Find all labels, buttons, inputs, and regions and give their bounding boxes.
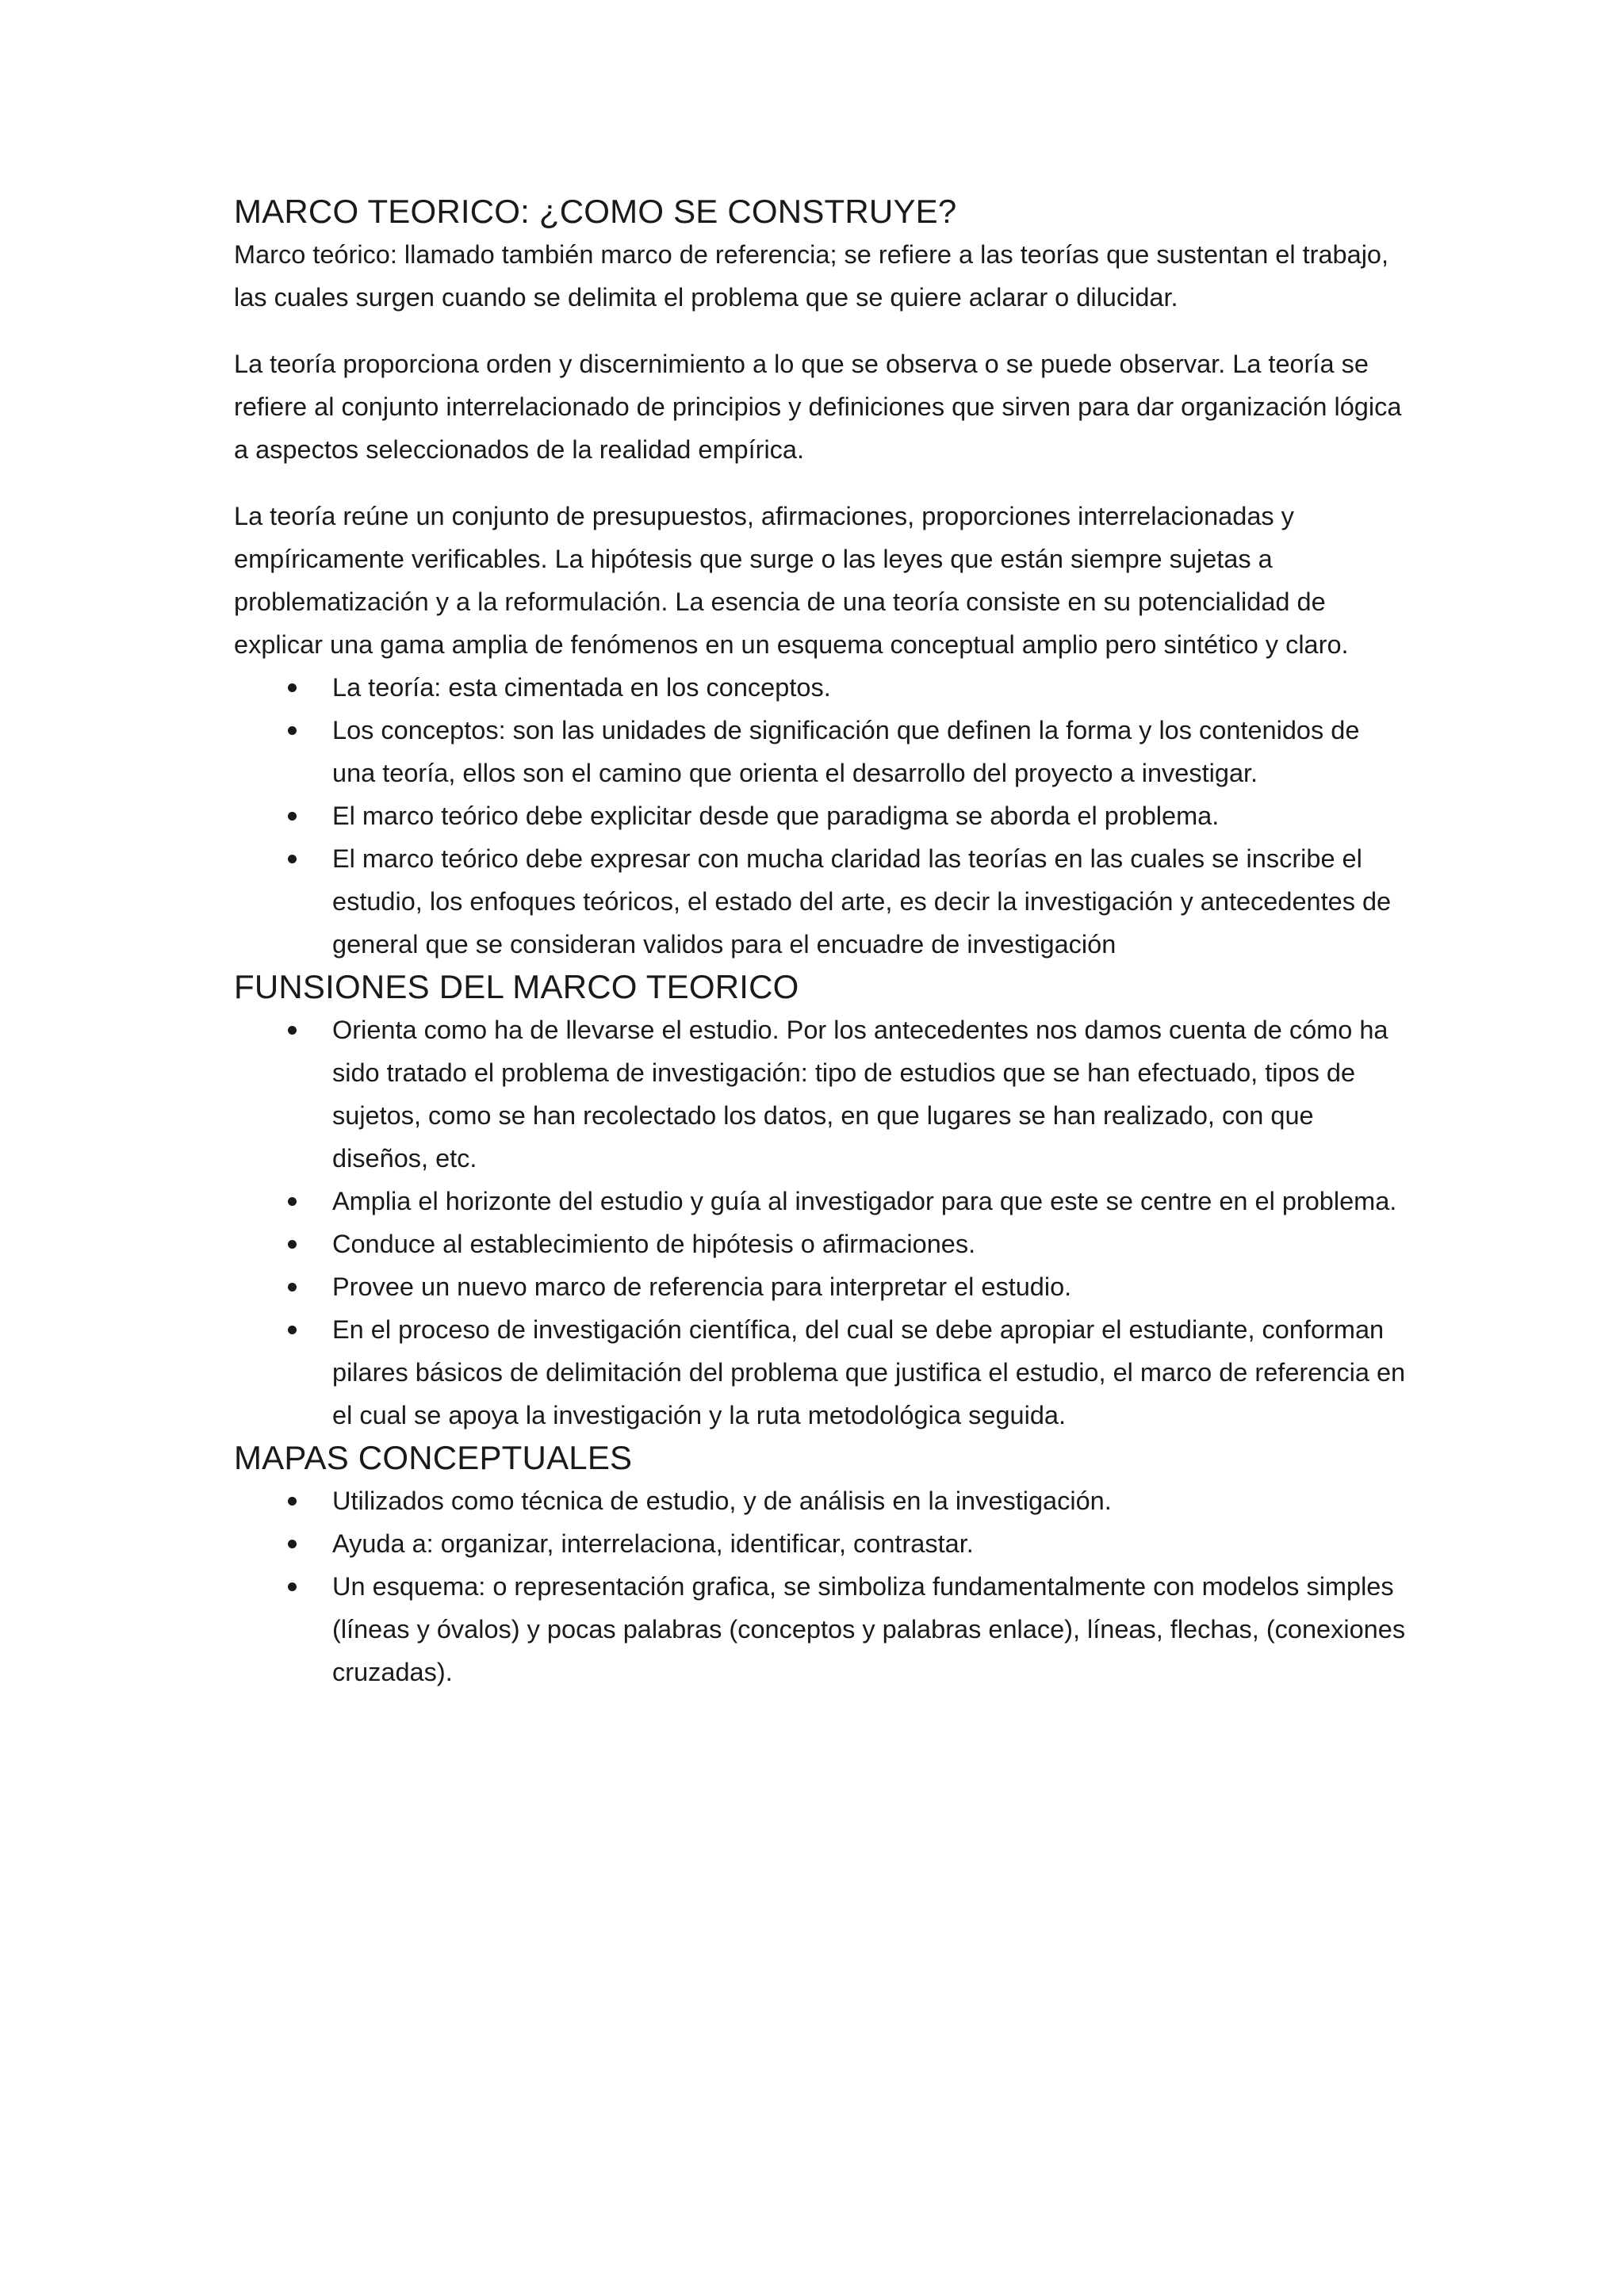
- bullet-icon: [288, 1326, 297, 1334]
- list-item: [234, 666, 1408, 709]
- list-item-text: El marco teórico debe expresar con mucha claridad las teorías en las cuales se inscribe el estudio, los enfoques teóricos, el estado del arte, es decir la investigación y antecedentes de general que se consideran validos para el encuadre de investigación: [332, 844, 1392, 959]
- section-title-marco-teorico: MARCO TEORICO: ¿COMO SE CONSTRUYE?: [234, 193, 957, 230]
- paragraph: Marco teórico: llamado también marco de referencia; se refiere a las teorías que sustentan el trabajo, las cuales surgen cuando se delimita el problema que se quiere aclarar o dilucidar.: [234, 240, 1389, 312]
- bullet-icon: [288, 855, 297, 863]
- bullet-icon: [288, 1283, 297, 1292]
- bullet-list-funciones: [234, 1008, 1408, 1437]
- list-item: [234, 1308, 1408, 1437]
- list-item-text: Conduce al establecimiento de hipótesis o afirmaciones.: [332, 1230, 976, 1258]
- list-item-text: Un esquema: o representación grafica, se simboliza fundamentalmente con modelos simples (líneas y óvalos) y pocas palabras (conceptos y palabras enlace), líneas, flechas, (conexiones cruzadas).: [332, 1572, 1406, 1686]
- section-title-mapas-conceptuales: MAPAS CONCEPTUALES: [234, 1439, 633, 1476]
- list-item: [234, 1008, 1408, 1180]
- list-item: [234, 1265, 1408, 1308]
- list-item: [234, 709, 1408, 794]
- paragraph: La teoría proporciona orden y discernimiento a lo que se observa o se puede observar. La teoría se refiere al conjunto interrelacionado de principios y definiciones que sirven para dar organización lógica a aspectos seleccionados de la realidad empírica.: [234, 350, 1402, 464]
- bullet-icon: [288, 812, 297, 821]
- bullet-icon: [288, 1240, 297, 1249]
- list-item: [234, 1522, 1408, 1565]
- list-item-text: Amplia el horizonte del estudio y guía al investigador para que este se centre en el problema.: [332, 1187, 1397, 1215]
- list-item-text: El marco teórico debe explicitar desde que paradigma se aborda el problema.: [332, 802, 1220, 830]
- list-item: [234, 1565, 1408, 1693]
- list-item-text: En el proceso de investigación científica, del cual se debe apropiar el estudiante, conforman pilares básicos de delimitación del problema que justifica el estudio, el marco de referencia en el cual se apoya la investigación y la ruta metodológica seguida.: [332, 1315, 1406, 1429]
- document-page: [234, 190, 1408, 1693]
- section-title-funciones: FUNSIONES DEL MARCO TEORICO: [234, 968, 799, 1005]
- list-item-text: Orienta como ha de llevarse el estudio. Por los antecedentes nos damos cuenta de cómo ha sido tratado el problema de investigación: tipo de estudios que se han efectuado, tipos de sujetos, como se han recolectado los datos, en que lugares se han realizado, con que diseños, etc.: [332, 1016, 1388, 1173]
- bullet-icon: [288, 1540, 297, 1548]
- bullet-icon: [288, 683, 297, 692]
- list-item-text: La teoría: esta cimentada en los conceptos.: [332, 673, 831, 702]
- list-item: [234, 1479, 1408, 1522]
- bullet-icon: [288, 1497, 297, 1506]
- bullet-icon: [288, 1026, 297, 1035]
- list-item-text: Provee un nuevo marco de referencia para interpretar el estudio.: [332, 1272, 1072, 1301]
- list-item-text: Utilizados como técnica de estudio, y de análisis en la investigación.: [332, 1487, 1112, 1515]
- bullet-icon: [288, 1582, 297, 1591]
- list-item: [234, 1180, 1408, 1223]
- list-item: [234, 1223, 1408, 1265]
- bullet-list-marco-teorico: [234, 666, 1408, 966]
- bullet-icon: [288, 726, 297, 735]
- paragraph: La teoría reúne un conjunto de presupuestos, afirmaciones, proporciones interrelacionadas y empíricamente verificables. La hipótesis que surge o las leyes que están siempre sujetas a problematización y a la reformulación. La esencia de una teoría consiste en su potencialidad de explicar una gama amplia de fenómenos en un esquema conceptual amplio pero sintético y claro.: [234, 502, 1349, 659]
- bullet-list-mapas: [234, 1479, 1408, 1693]
- list-item-text: Los conceptos: son las unidades de significación que definen la forma y los contenidos de una teoría, ellos son el camino que orienta el desarrollo del proyecto a investigar.: [332, 716, 1360, 787]
- list-item: [234, 794, 1408, 837]
- bullet-icon: [288, 1197, 297, 1206]
- list-item: [234, 837, 1408, 966]
- list-item-text: Ayuda a: organizar, interrelaciona, identificar, contrastar.: [332, 1529, 974, 1558]
